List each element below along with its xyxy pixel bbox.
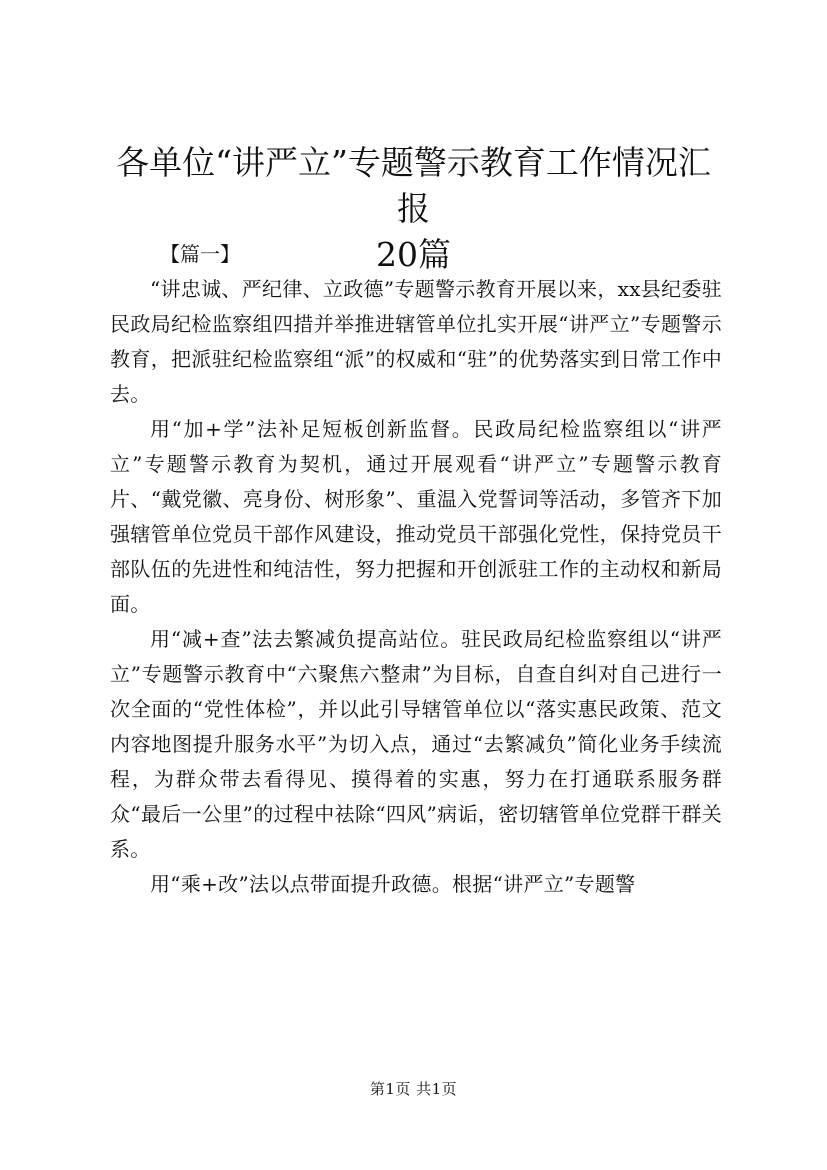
- paragraph-1: “讲忠诚、严纪律、立政德”专题警示教育开展以来，xx县纪委驻民政局纪检监察组四措并举推进辖管单位扎实开展“讲严立”专题警示教育，把派驻纪检监察组“派”的权威和“驻”的优势落实到日常工作中去。: [110, 277, 723, 406]
- page-footer: 第1页 共1页: [369, 1080, 458, 1098]
- paragraph-3: 用“减+查”法去繁减负提高站位。驻民政局纪检监察组以“讲严立”专题警示教育中“六聚焦六整肃”为目标，自查自纠对自己进行一次全面的“党性体检”，并以此引导辖管单位以“落实惠民政策、范文内容地图提升服务水平”为切入点，通过“去繁减负”简化业务手续流程，为群众带去看得见、摸得着的实惠，努力在打通联系服务群众“最后一公里”的过程中祛除“四风”病诟，密切辖管单位党群干群关系。: [110, 627, 722, 861]
- paragraph-4: 用“乘+改”法以点带面提升政德。根据“讲严立”专题警: [150, 872, 636, 896]
- document-body: [110, 237, 722, 902]
- title-line-2: 20篇: [376, 235, 451, 274]
- paragraph-2: 用“加+学”法补足短板创新监督。民政局纪检监察组以“讲严立”专题警示教育为契机，通过开展观看“讲严立”专题警示教育片、“戴党徽、亮身份、树形象”、重温入党誓词等活动，多管齐下加强辖管单位党员干部作风建设，推动党员干部强化党性，保持党员干部队伍的先进性和纯洁性，努力把握和开创派驻工作的主动权和新局面。: [110, 417, 722, 616]
- title-line-1: 各单位“讲严立”专题警示教育工作情况汇报: [116, 143, 711, 228]
- section-label: 【篇一】: [160, 242, 240, 266]
